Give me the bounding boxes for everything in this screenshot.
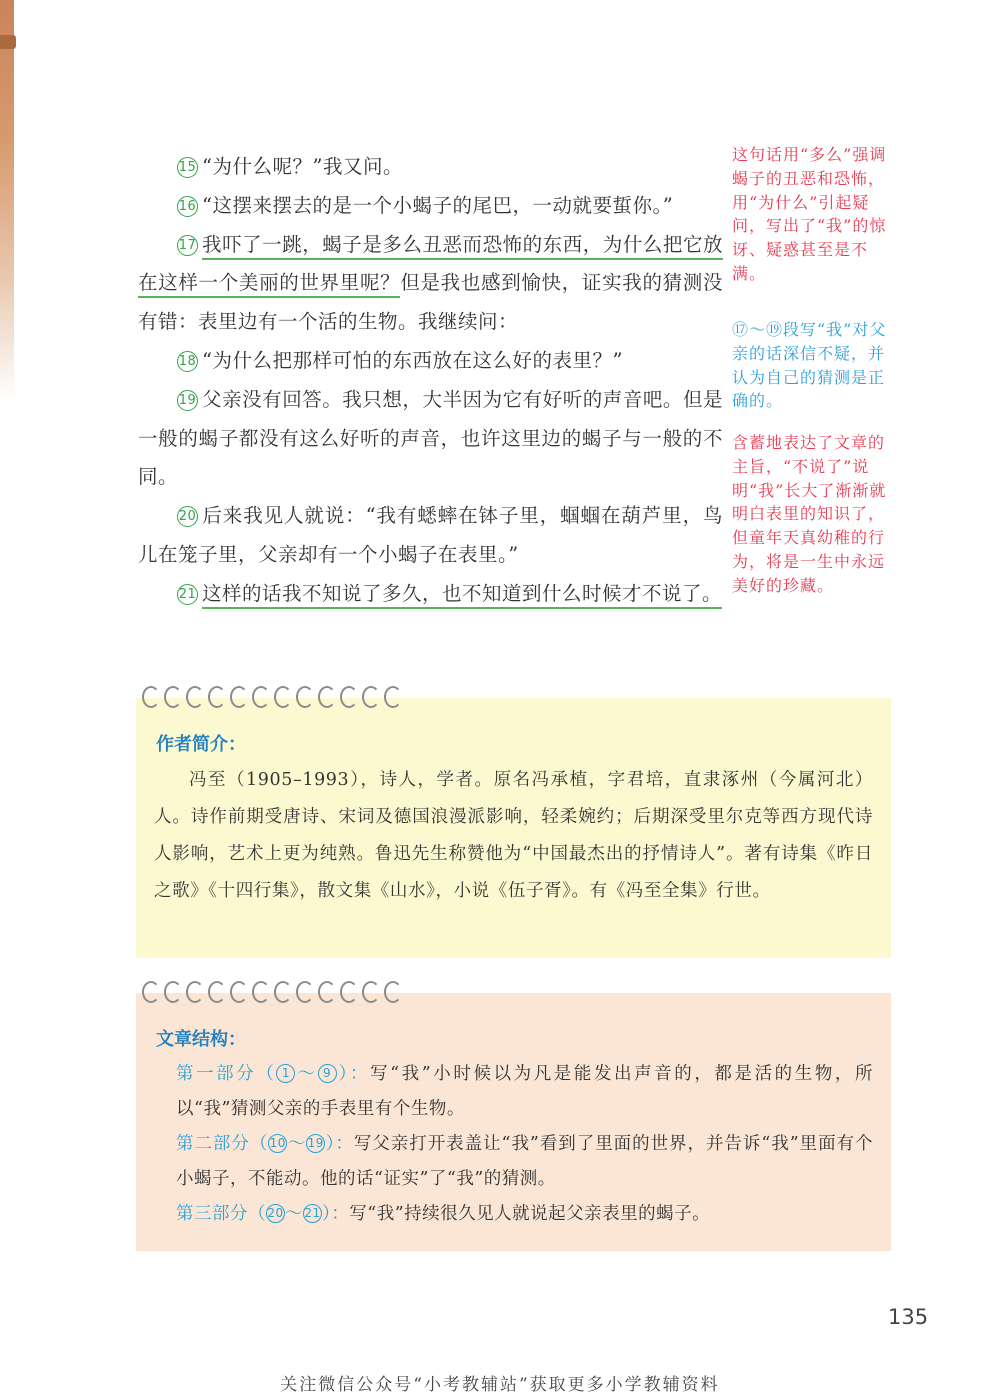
range-separator: ～: [295, 1064, 318, 1084]
structure-box: [136, 993, 891, 1251]
paragraph-text: 父亲没有回答。我只想，大半因为它有好听的声音吧。但是一般的蝎子都没有这么好听的声音，也许这里边的蝎子与一般的不同。: [138, 387, 723, 489]
part-label-close: ）：: [325, 1134, 354, 1154]
side-note-1: 这句话用“多么”强调蝎子的丑恶和恐怖，用“为什么”引起疑问，写出了“我”的惊讶、疑惑甚至是不满。: [732, 145, 887, 283]
paragraph-number: 15: [177, 157, 198, 178]
structure-part-1: [176, 1057, 873, 1127]
part-label-close: ）：: [322, 1204, 350, 1224]
author-intro-text: 冯至（1905–1993），诗人，学者。原名冯承植，字君培，直隶涿州（今属河北）人。诗作前期受唐诗、宋词及德国浪漫派影响，轻柔婉约；后期深受里尔克等西方现代诗人影响，艺术上更为纯熟。鲁迅先生称赞他为“中国最杰出的抒情诗人”。著有诗集《昨日之歌》《十四行集》，散文集《山水》，小说《伍子胥》。有《冯至全集》行世。: [154, 770, 873, 901]
range-separator: ～: [287, 1134, 307, 1154]
part-end-number: 9: [318, 1064, 337, 1083]
paragraph-text: 后来我见人就说：“我有蟋蟀在钵子里，蝈蝈在葫芦里，鸟儿在笼子里，父亲却有一个小蝎子在表里。”: [138, 504, 723, 566]
part-text: 写“我”持续很久见人就说起父亲表里的蝎子。: [349, 1204, 711, 1224]
part-label-close: ）：: [336, 1064, 371, 1084]
underlined-sentence: 这样的话我不知说了多久，也不知道到什么时候才不说了。: [202, 582, 722, 609]
underlined-sentence: 我吓了一跳，蝎子是多么丑恶而恐怖的东西，为什么把它放在这样一个美丽的世界里呢？: [138, 233, 723, 299]
paragraph-number: 17: [177, 235, 198, 256]
main-text: [138, 148, 723, 614]
paragraph-number: 21: [177, 584, 198, 605]
part-text: 写父亲打开表盖让“我”看到了里面的世界，并告诉“我”里面有个小蝎子，不能动。他的话“证实”了“我”的猜测。: [176, 1134, 874, 1189]
paragraph-15: [138, 148, 723, 187]
range-separator: ～: [285, 1204, 303, 1224]
footer-note: 关注微信公众号“小考教辅站”获取更多小学教辅资料: [280, 1375, 720, 1395]
structure-title: 文章结构：: [156, 1029, 246, 1050]
paragraph-number: 19: [177, 390, 198, 411]
paragraph-text: 但是我也感到愉快，证实我的猜测没有错：表里边有一个活的生物。我继续问：: [138, 271, 723, 334]
part-end-number: 19: [306, 1134, 325, 1153]
paragraph-text: “为什么呢？”我又问。: [202, 155, 403, 178]
part-label: 第一部分（: [176, 1064, 277, 1084]
notebook-rings: [142, 981, 406, 1003]
part-label: 第二部分（: [176, 1134, 269, 1154]
part-start-number: 1: [276, 1064, 295, 1083]
paragraph-number: 18: [177, 351, 198, 372]
notebook-rings: [142, 686, 406, 708]
paragraph-17: [138, 226, 723, 342]
paragraph-18: [138, 342, 723, 381]
part-label: 第三部分（: [176, 1204, 266, 1224]
paragraph-text: “这摆来摆去的是一个小蝎子的尾巴，一动就要蜇你。”: [202, 193, 674, 217]
paragraph-20: [138, 497, 723, 575]
side-note-2: ⑰～⑲段写“我”对父亲的话深信不疑，并认为自己的猜测是正确的。: [732, 320, 887, 411]
part-end-number: 21: [303, 1204, 322, 1223]
part-start-number: 20: [266, 1204, 285, 1223]
part-text: 写“我”小时候以为凡是能发出声音的，都是活的生物，所以“我”猜测父亲的手表里有个生物。: [176, 1064, 874, 1119]
part-start-number: 10: [268, 1134, 287, 1153]
structure-part-3: [176, 1197, 873, 1232]
paragraph-number: 20: [177, 506, 198, 527]
author-intro-title: 作者简介：: [156, 734, 246, 755]
paragraph-number: 16: [177, 196, 198, 217]
side-note-3: 含蓄地表达了文章的主旨，“不说了”说明“我”长大了渐渐就明白表里的知识了，但童年天真幼稚的行为，将是一生中永远美好的珍藏。: [732, 433, 887, 595]
author-intro-box: [136, 698, 891, 958]
page-number: 135: [888, 1305, 929, 1329]
paragraph-text: “为什么把那样可怕的东西放在这么好的表里？”: [202, 348, 623, 372]
page-edge-decoration: [0, 0, 14, 400]
paragraph-21: [138, 575, 723, 614]
paragraph-16: [138, 187, 723, 226]
structure-part-2: [176, 1127, 873, 1197]
page-edge-tab: [0, 35, 16, 49]
paragraph-19: [138, 381, 723, 497]
